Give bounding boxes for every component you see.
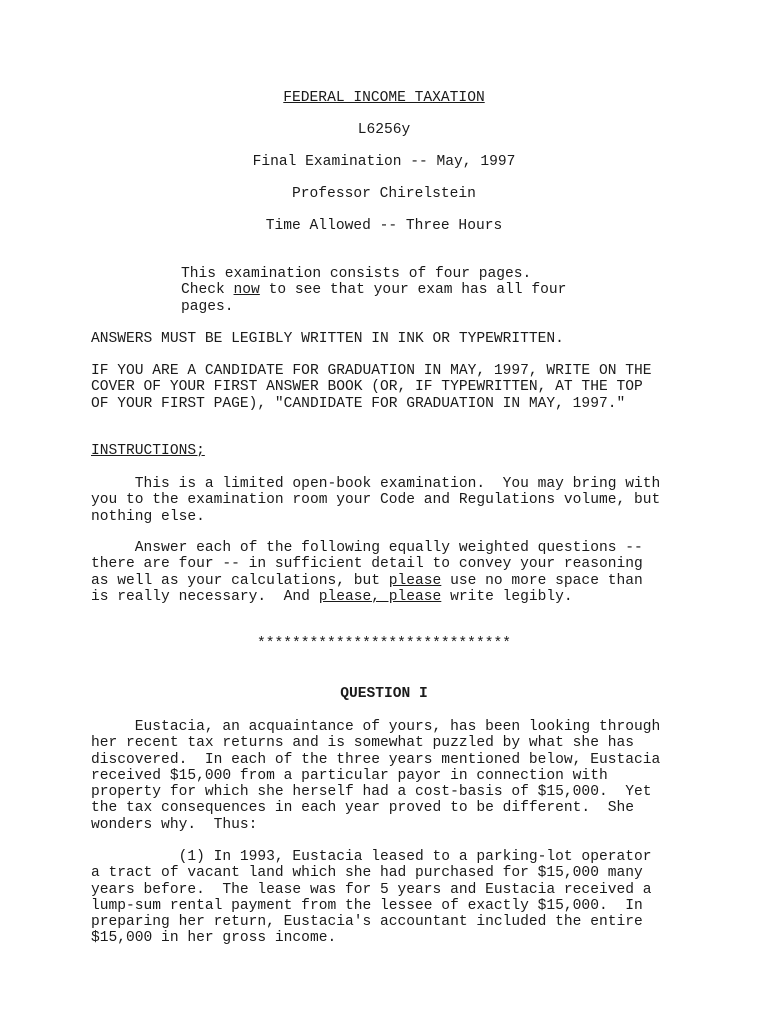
page-count-notice <box>181 266 566 315</box>
question-1-heading: QUESTION I <box>340 686 428 702</box>
time-allowed: Time Allowed -- Three Hours <box>265 218 503 234</box>
notice-line-2: Check now to see that your exam has all four <box>181 282 567 299</box>
notice-line-3: pages. <box>181 298 234 315</box>
question-1-paragraph-2: (1) In 1993, Eustacia leased to a parking-lot operator a tract of vacant land which she had purchased for $15,000 many years before. The lease was for 5 years and Eustacia received a lump-sum rental payment from the lessee of exactly $15,000. In preparing her return, Eustacia's accountant included the entire $15,000 in her gross income. <box>91 849 652 947</box>
question-1-paragraph-1: Eustacia, an acquaintance of yours, has been looking through her recent tax returns and is somewhat puzzled by what she has discovered. In each of the three years mentioned below, Eustacia received $15,000 from a particular payor in connection with property for which she herself had a cost-basis of $15,000. Yet the tax consequences in each year proved to be different. She wonders why. Thus: <box>91 719 661 833</box>
instructions-paragraph-2: Answer each of the following equally weighted questions -- there are four -- in sufficient detail to convey your reasoning as well as your calculations, but please use no more space than is really necessary. And please, please write legibly. <box>91 540 643 605</box>
answers-rule: ANSWERS MUST BE LEGIBLY WRITTEN IN INK OR TYPEWRITTEN. <box>91 331 564 347</box>
professor-name: Professor Chirelstein <box>292 186 476 202</box>
exam-name: Final Examination -- May, 1997 <box>252 154 516 170</box>
course-code: L6256y <box>357 122 411 138</box>
section-separator: ***************************** <box>257 636 511 652</box>
course-title: FEDERAL INCOME TAXATION <box>283 90 485 106</box>
graduation-notice: IF YOU ARE A CANDIDATE FOR GRADUATION IN MAY, 1997, WRITE ON THE COVER OF YOUR FIRST ANSWER BOOK (OR, IF TYPEWRITTEN, AT THE TOP OF YOUR FIRST PAGE), "CANDIDATE FOR GRADUATION IN MAY, 1997." <box>91 363 652 412</box>
notice-line-1: This examination consists of four pages. <box>181 266 532 282</box>
instructions-paragraph-1: This is a limited open-book examination. You may bring with you to the examination room your Code and Regulations volume, but nothing else. <box>91 476 661 525</box>
instructions-heading: INSTRUCTIONS; <box>91 443 205 459</box>
